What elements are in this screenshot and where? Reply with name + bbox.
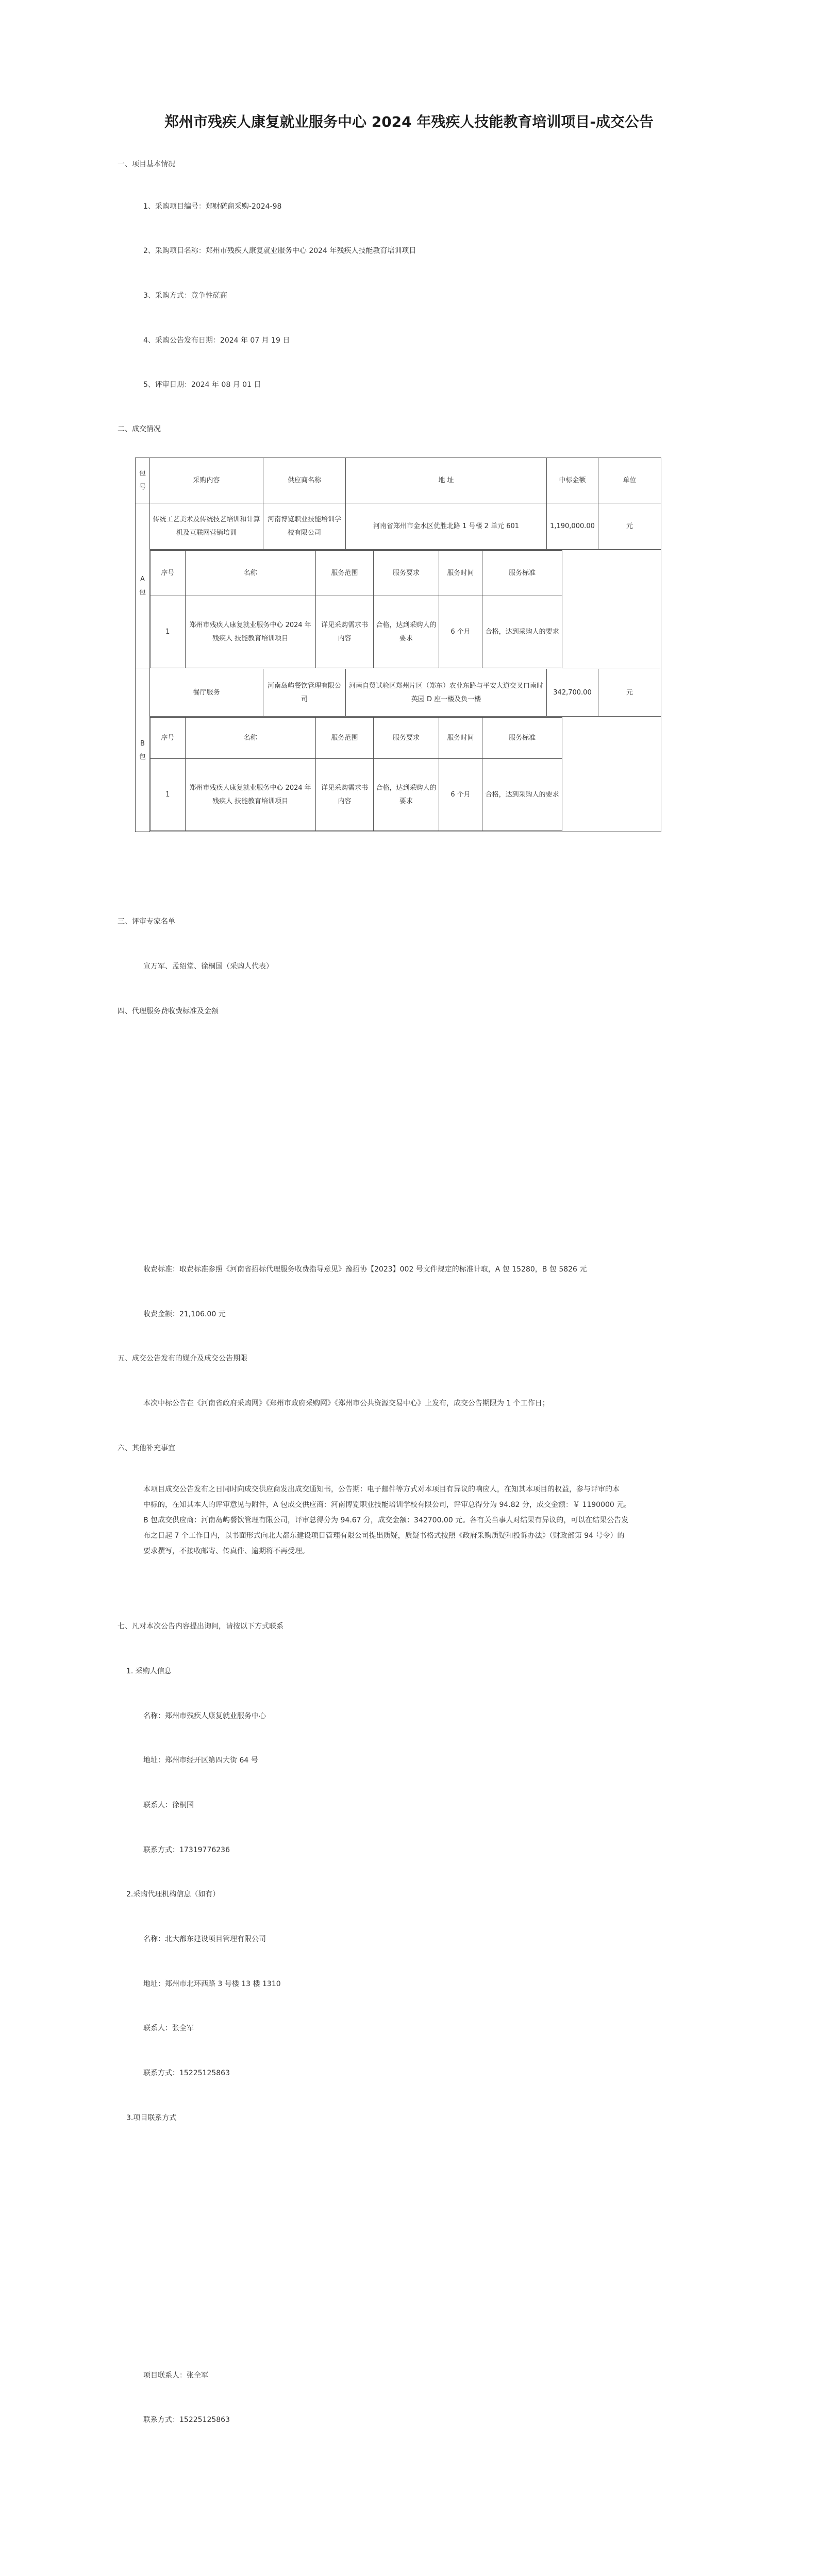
paragraph-line: B 包成交供应商：河南岛屿餐饮管理有限公司，评审总得分为 94.67 分，成交金额：342700.00 元。各有关当事人对结果有异议的，可以在结果公告发 (143, 1516, 629, 1524)
table-header-row (151, 718, 562, 759)
amount-unit: 元 (598, 503, 661, 550)
table-row (136, 717, 661, 832)
paragraph-line: 要求撰写，不接收邮寄、传真件、逾期将不再受理。 (143, 1547, 309, 1555)
fee-amount: 收费金额：21,106.00 元 (143, 1310, 226, 1318)
section-heading-basic-info: 一、项目基本情况 (118, 160, 175, 168)
supplier-address: 河南省郑州市金水区优胜北路 1 号楼 2 单元 601 (346, 503, 547, 550)
name-cell: 郑州市残疾人康复就业服务中心 2024 年残疾人 技能教育培训项目 (185, 596, 315, 668)
purchase-content: 餐厅服务 (150, 669, 263, 717)
scope-cell: 详见采购需求书内容 (315, 759, 374, 831)
detail-cell (150, 717, 661, 832)
list-item: 2、采购项目名称：郑州市残疾人康复就业服务中心 2024 年残疾人技能教育培训项目 (143, 247, 416, 255)
header-name: 名称 (185, 551, 315, 596)
package-label: A 包 (136, 503, 150, 669)
header-supplier: 供应商名称 (263, 458, 346, 503)
agent-contact: 联系人：张全军 (143, 2024, 194, 2032)
list-item: 3、采购方式：竞争性磋商 (143, 292, 227, 300)
table-row (136, 550, 661, 669)
buyer-phone: 联系方式：17319776236 (143, 1846, 230, 1854)
amount-unit: 元 (598, 669, 661, 717)
header-standard: 服务标准 (482, 718, 562, 759)
time-cell: 6 个月 (439, 596, 482, 668)
page-title: 郑州市残疾人康复就业服务中心 2024 年残疾人技能教育培训项目-成交公告 (164, 113, 654, 130)
seq-cell: 1 (151, 596, 186, 668)
table-row (151, 596, 562, 668)
header-seq: 序号 (151, 718, 186, 759)
package-label: B 包 (136, 669, 150, 832)
detail-cell (150, 550, 661, 669)
standard-cell: 合格，达到采购人的要求 (482, 596, 562, 668)
supplier-name: 河南博览职业技能培训学校有限公司 (263, 503, 346, 550)
header-requirement: 服务要求 (374, 718, 439, 759)
seq-cell: 1 (151, 759, 186, 831)
table-header-row (151, 551, 562, 596)
list-item: 4、采购公告发布日期：2024 年 07 月 19 日 (143, 336, 290, 345)
paragraph-line: 中标的，在知其本人的评审意见与附件，A 包成交供应商：河南博览职业技能培训学校有限公司，评审总得分为 94.82 分，成交金额：￥ 1190000 元。 (143, 1501, 631, 1509)
section-heading-fee: 四、代理服务费收费标准及金额 (118, 1007, 219, 1015)
table-header-row (136, 458, 661, 503)
expert-list: 宣万军、孟绍堂、徐桐国（采购人代表） (143, 962, 273, 971)
other-paragraph (143, 1482, 690, 1559)
header-time: 服务时间 (439, 551, 482, 596)
service-detail-table (150, 550, 562, 668)
project-contact-heading: 3.项目联系方式 (126, 2114, 177, 2122)
header-amount: 中标金额 (547, 458, 598, 503)
buyer-name: 名称：郑州市残疾人康复就业服务中心 (143, 1712, 266, 1720)
requirement-cell: 合格，达到采购人的要求 (374, 759, 439, 831)
table-row (151, 759, 562, 831)
section-heading-other: 六、其他补充事宜 (118, 1444, 175, 1452)
paragraph-line: 本项目成交公告发布之日同时向成交供应商发出成交通知书，公告期：电子邮件等方式对本项目有异议的响应人，在知其本项目的权益，参与评审的本 (143, 1485, 620, 1494)
award-amount: 1,190,000.00 (547, 503, 598, 550)
header-time: 服务时间 (439, 718, 482, 759)
supplier-address: 河南自贸试验区郑州片区（郑东）农业东路与平安大道交叉口南时英园 D 座一楼及负一楼 (346, 669, 547, 717)
table-row (136, 669, 661, 717)
buyer-heading: 1. 采购人信息 (126, 1667, 172, 1675)
service-detail-table (150, 717, 562, 831)
header-unit: 单位 (598, 458, 661, 503)
header-name: 名称 (185, 718, 315, 759)
list-item: 5、评审日期：2024 年 08 月 01 日 (143, 381, 261, 389)
buyer-contact: 联系人：徐桐国 (143, 1801, 194, 1809)
supplier-name: 河南岛屿餐饮管理有限公司 (263, 669, 346, 717)
award-table (135, 457, 661, 832)
paragraph-line: 布之日起 7 个工作日内，以书面形式向北大都东建设项目管理有限公司提出质疑，质疑书格式按照《政府采购质疑和投诉办法》（财政部第 94 号令）的 (143, 1532, 625, 1540)
list-item: 1、采购项目编号：郑财磋商采购-2024-98 (143, 202, 282, 211)
section-heading-media: 五、成交公告发布的媒介及成交公告期限 (118, 1354, 247, 1363)
media-text: 本次中标公告在《河南省政府采购网》《郑州市政府采购网》《郑州市公共资源交易中心》上发布，成交公告期限为 1 个工作日； (143, 1399, 549, 1408)
header-address: 地 址 (346, 458, 547, 503)
header-standard: 服务标准 (482, 551, 562, 596)
section-heading-award: 二、成交情况 (118, 425, 161, 433)
header-content: 采购内容 (150, 458, 263, 503)
agent-heading: 2.采购代理机构信息（如有） (126, 1890, 220, 1899)
header-seq: 序号 (151, 551, 186, 596)
section-heading-contact: 七、凡对本次公告内容提出询问，请按以下方式联系 (118, 1622, 283, 1631)
scope-cell: 详见采购需求书内容 (315, 596, 374, 668)
requirement-cell: 合格，达到采购人的要求 (374, 596, 439, 668)
section-heading-experts: 三、评审专家名单 (118, 918, 175, 926)
table-row (136, 503, 661, 550)
fee-basis: 收费标准：取费标准参照《河南省招标代理服务收费指导意见》豫招协【2023】002 号文件规定的标准计取，A 包 15280，B 包 5826 元 (143, 1265, 587, 1274)
award-amount: 342,700.00 (547, 669, 598, 717)
name-cell: 郑州市残疾人康复就业服务中心 2024 年残疾人 技能教育培训项目 (185, 759, 315, 831)
header-requirement: 服务要求 (374, 551, 439, 596)
agent-phone: 联系方式：15225125863 (143, 2069, 230, 2077)
buyer-address: 地址：郑州市经开区第四大街 64 号 (143, 1756, 258, 1765)
header-package: 包号 (136, 458, 150, 503)
agent-name: 名称：北大都东建设项目管理有限公司 (143, 1935, 266, 1943)
time-cell: 6 个月 (439, 759, 482, 831)
header-scope: 服务范围 (315, 718, 374, 759)
purchase-content: 传统工艺美术及传统技艺培训和计算机及互联网营销培训 (150, 503, 263, 550)
header-scope: 服务范围 (315, 551, 374, 596)
standard-cell: 合格，达到采购人的要求 (482, 759, 562, 831)
project-contact: 项目联系人：张全军 (143, 2371, 208, 2380)
project-phone: 联系方式：15225125863 (143, 2416, 230, 2424)
agent-address: 地址：郑州市北环西路 3 号楼 13 楼 1310 (143, 1980, 281, 1988)
